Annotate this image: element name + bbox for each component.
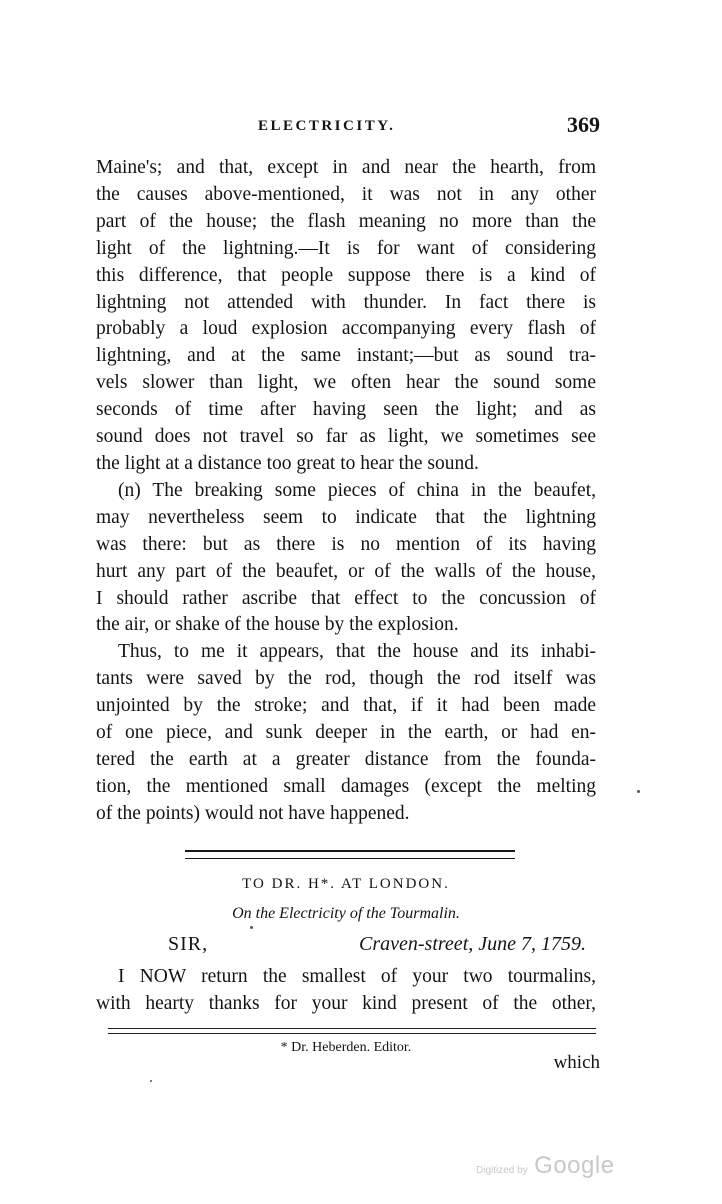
text-line: I NOW return the smallest of your two tourmalins, bbox=[118, 966, 596, 987]
text-line: hurt any part of the beaufet, or of the walls of the house, bbox=[96, 560, 596, 582]
running-title: ELECTRICITY. bbox=[258, 118, 396, 134]
text-line: was there: but as there is no mention of its having bbox=[96, 533, 596, 555]
text-line: vels slower than light, we often hear the sound some bbox=[96, 372, 596, 394]
running-head bbox=[96, 112, 600, 142]
footnote-rule bbox=[108, 1028, 596, 1034]
watermark-brand: Google bbox=[534, 1152, 615, 1179]
text-line: the light at a distance too great to hear the sound. bbox=[96, 452, 479, 474]
text-line: probably a loud explosion accompanying every flash of bbox=[96, 318, 596, 340]
footnote: * Dr. Heberden. Editor. bbox=[280, 1040, 412, 1055]
text-line: tants were saved by the rod, though the rod itself was bbox=[96, 668, 596, 690]
ink-speck bbox=[250, 926, 253, 929]
salutation-row bbox=[168, 933, 596, 961]
salutation: SIR, bbox=[168, 933, 209, 955]
text-line: sound does not travel so far as light, we sometimes see bbox=[96, 426, 596, 448]
text-line: (n) The breaking some pieces of china in the beaufet, bbox=[118, 479, 596, 501]
section-divider bbox=[185, 850, 515, 859]
paragraph-2 bbox=[96, 478, 596, 639]
dateline: Craven-street, June 7, 1759. bbox=[359, 933, 586, 955]
catchword: which bbox=[553, 1052, 600, 1073]
text-line: tion, the mentioned small damages (except the melting bbox=[96, 775, 596, 797]
paragraph-1 bbox=[96, 155, 596, 478]
paragraph-3 bbox=[96, 639, 596, 827]
main-text bbox=[96, 155, 596, 828]
letter-body bbox=[96, 964, 596, 1018]
ink-speck bbox=[150, 1080, 152, 1082]
text-line: Thus, to me it appears, that the house and its inhabi- bbox=[118, 641, 596, 663]
text-line: I should rather ascribe that effect to the concussion of bbox=[96, 587, 596, 609]
text-line: tered the earth at a greater distance from the founda- bbox=[96, 748, 596, 770]
text-line: Maine's; and that, except in and near the hearth, from bbox=[96, 157, 596, 178]
text-line: the air, or shake of the house by the explosion. bbox=[96, 614, 459, 636]
text-line: lightning not attended with thunder. In fact there is bbox=[96, 291, 596, 313]
text-line: seconds of time after having seen the light; and as bbox=[96, 399, 596, 421]
text-line: may nevertheless seem to indicate that the lightning bbox=[96, 506, 596, 528]
text-line: with hearty thanks for your kind present of the other, bbox=[96, 992, 596, 1014]
text-line: lightning, and at the same instant;—but as sound tra- bbox=[96, 345, 596, 367]
text-line: this difference, that people suppose there is a kind of bbox=[96, 264, 596, 286]
text-line: light of the lightning.—It is for want of considering bbox=[96, 237, 596, 259]
letter-subheading: On the Electricity of the Tourmalin. bbox=[232, 905, 460, 922]
watermark-prefix: Digitized by bbox=[476, 1165, 528, 1176]
letter-heading: TO DR. H*. AT LONDON. bbox=[242, 876, 450, 892]
text-line: the causes above-mentioned, it was not in any other bbox=[96, 183, 596, 205]
ink-speck bbox=[637, 790, 640, 793]
digitization-watermark bbox=[476, 1152, 615, 1180]
text-line: of one piece, and sunk deeper in the earth, or had en- bbox=[96, 722, 596, 744]
text-line: part of the house; the flash meaning no more than the bbox=[96, 210, 596, 232]
page-number: 369 bbox=[567, 112, 600, 137]
text-line: of the points) would not have happened. bbox=[96, 802, 410, 824]
text-line: unjointed by the stroke; and that, if it had been made bbox=[96, 695, 596, 717]
